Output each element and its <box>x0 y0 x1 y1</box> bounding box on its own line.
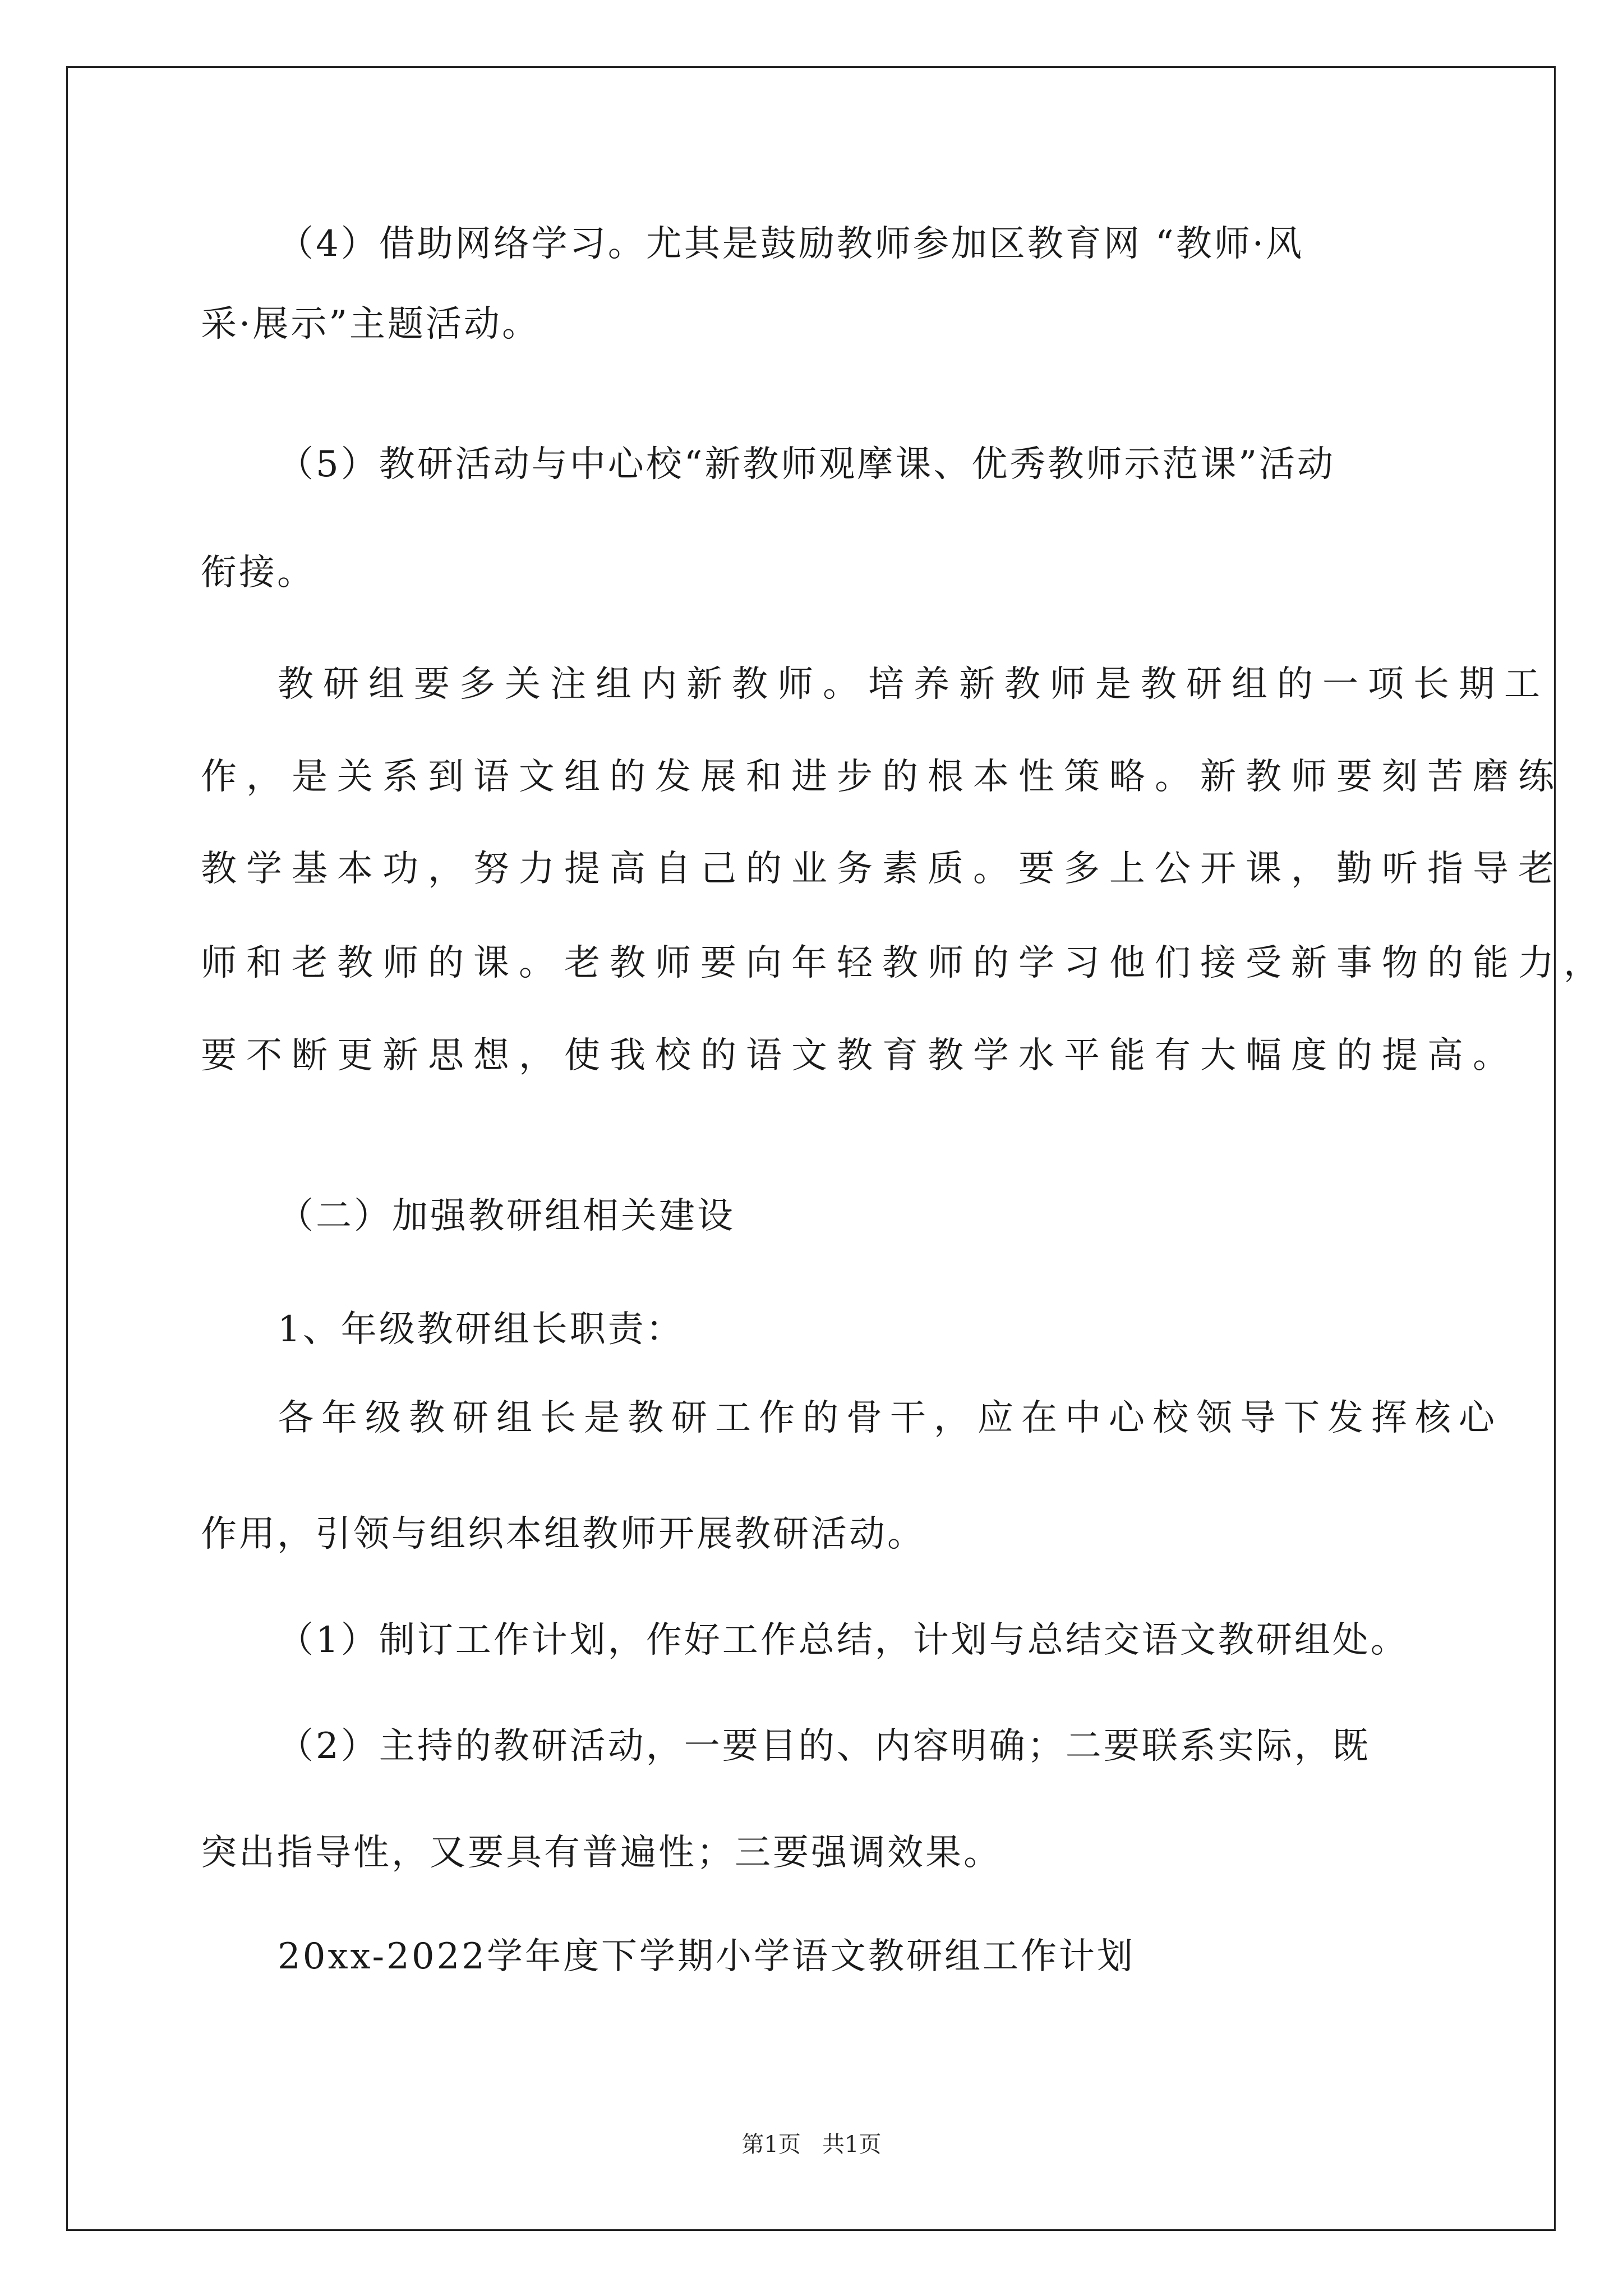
paragraph-4-line-1: （4）借助网络学习。尤其是鼓励教师参加区教育网 “教师·风 <box>278 223 1304 265</box>
paragraph-new-teachers-line-2: 作，是关系到语文组的发展和进步的根本性策略。新教师要刻苦磨练 <box>201 756 1564 798</box>
paragraph-new-teachers-line-1: 教研组要多关注组内新教师。培养新教师是教研组的一项长期工 <box>278 664 1550 705</box>
paragraph-new-teachers-line-3: 教学基本功，努力提高自己的业务素质。要多上公开课，勤听指导老 <box>201 848 1564 890</box>
paragraph-4-line-2: 采·展示”主题活动。 <box>201 303 541 345</box>
item-2-line-1: （2）主持的教研活动，一要目的、内容明确；二要联系实际，既 <box>278 1726 1371 1767</box>
subheading-1: 1、年级教研组长职责： <box>278 1309 684 1350</box>
paragraph-new-teachers-line-5: 要不断更新思想，使我校的语文教育教学水平能有大幅度的提高。 <box>201 1035 1518 1076</box>
section-heading-2: （二）加强教研组相关建设 <box>278 1195 735 1237</box>
paragraph-leader-line-2: 作用，引领与组织本组教师开展教研活动。 <box>201 1513 925 1555</box>
paragraph-5-line-1: （5）教研活动与中心校“新教师观摩课、优秀教师示范课”活动 <box>278 444 1336 485</box>
page-border <box>66 66 1556 2231</box>
item-2-line-2: 突出指导性，又要具有普遍性；三要强调效果。 <box>201 1832 1002 1874</box>
paragraph-leader-line-1: 各年级教研组长是教研工作的骨干，应在中心校领导下发挥核心 <box>278 1397 1502 1439</box>
page-footer: 第1页 共1页 <box>741 2132 882 2157</box>
item-1: （1）制订工作计划，作好工作总结，计划与总结交语文教研组处。 <box>278 1619 1409 1661</box>
paragraph-5-line-2: 衔接。 <box>201 552 315 593</box>
document-title-line: 20xx-2022学年度下学期小学语文教研组工作计划 <box>278 1936 1135 1977</box>
paragraph-new-teachers-line-4: 师和老教师的课。老教师要向年轻教师的学习他们接受新事物的能力， <box>201 942 1609 984</box>
